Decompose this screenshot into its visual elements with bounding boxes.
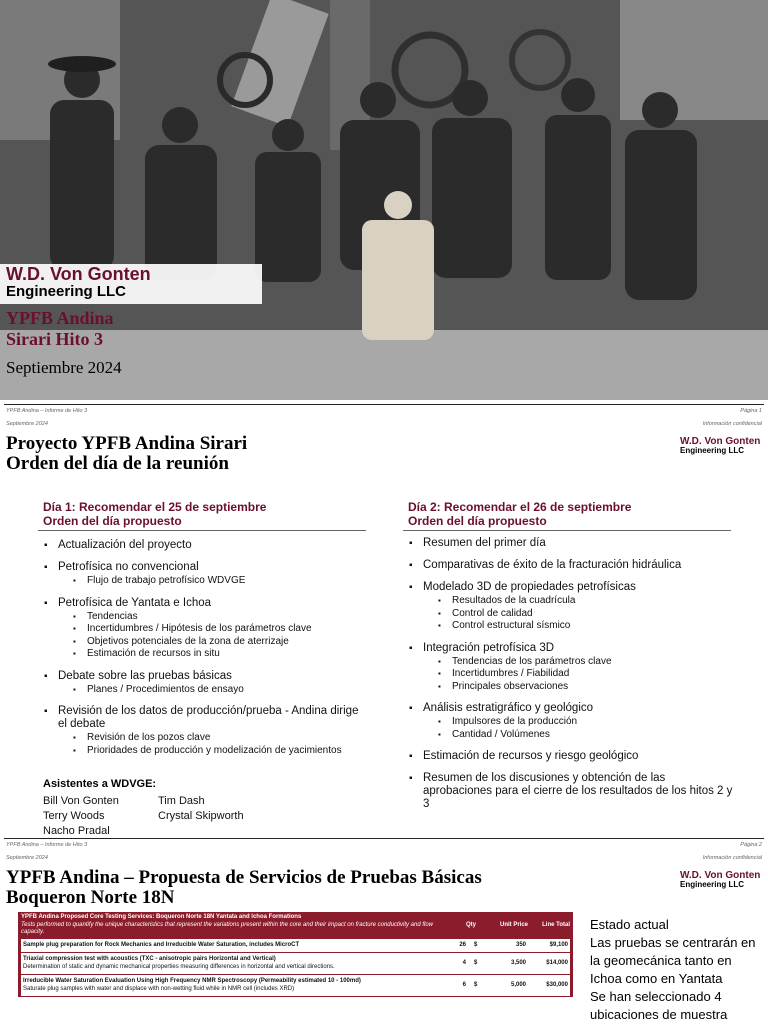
row-unit-value: 350: [515, 941, 526, 948]
day2-agenda-list: [408, 537, 733, 820]
status-line: Las pruebas se centrarán en la geomecánica tanto en Ichoa como en Yantata: [590, 935, 756, 986]
confidential-label: Información confidencial: [702, 421, 762, 427]
agenda-subitem: ▪ Incertidumbres / Fiabilidad: [423, 668, 733, 681]
row-unit-price: [466, 942, 526, 950]
row-test-desc: Saturate plug samples with water and displace with non-wetting fluid while in NMR cell (includes XRD): [23, 985, 295, 992]
col-unit-header: Unit Price: [499, 921, 528, 928]
row-qty: 4: [462, 959, 466, 966]
confidential-label: Información confidencial: [702, 855, 762, 861]
day1-heading-line1: Día 1: Recomendar el 25 de septiembre: [43, 500, 267, 514]
slide-title-line1: Proyecto YPFB Andina Sirari: [6, 433, 248, 454]
agenda-item: [43, 561, 363, 588]
cover-date: Septiembre 2024: [6, 358, 122, 377]
agenda-item: [43, 539, 363, 552]
slide-title-line2: Orden del día de la reunión: [6, 453, 229, 474]
row-unit-price: [466, 960, 526, 968]
agenda-item: [408, 537, 733, 550]
footer-doc-label: YPFB Andina – Informe de Hito 3: [6, 408, 88, 414]
attendee: Tim Dash: [158, 795, 205, 807]
row-description-cell: [23, 942, 436, 950]
row-description-cell: [23, 978, 436, 993]
cover-title: [6, 308, 114, 350]
row-test-desc: Determination of static and dynamic mechanical properties measuring differences in horizontal and vertical directions.: [23, 963, 335, 970]
day1-heading: [43, 500, 266, 528]
agenda-subitem: ▪ Tendencias de los parámetros clave: [423, 656, 733, 669]
logo-sub: Engineering LLC: [680, 880, 744, 889]
agenda-subitems: [58, 732, 363, 757]
day2-heading: [408, 500, 631, 528]
agenda-subitem: ▪ Tendencias: [58, 611, 363, 624]
row-qty: 26: [459, 941, 466, 948]
row-test-name: Irreducible Water Saturation Evaluation Using High Frequency NMR Spectroscopy (Permeability estimated 10 - 100md): [23, 978, 361, 984]
attendee: Crystal Skipworth: [158, 810, 244, 822]
row-currency: $: [474, 941, 478, 948]
logo-name: W.D. Von Gonten: [680, 436, 761, 447]
company-sub: Engineering LLC: [6, 283, 126, 300]
agenda-subitem: ▪ Impulsores de la producción: [423, 716, 733, 729]
table-row: [21, 953, 570, 974]
agenda-item: [408, 642, 733, 694]
slide-title-line2: Boqueron Norte 18N: [6, 887, 175, 908]
attendees-col2: [158, 794, 244, 824]
agenda-subitem: ▪ Estimación de recursos in situ: [58, 648, 363, 661]
agenda-subitems: [58, 611, 363, 661]
cover-slide: [0, 0, 768, 400]
page-number: Página 2: [740, 842, 762, 848]
slide-title: [6, 868, 482, 908]
day2-rule: [403, 530, 731, 531]
logo-name: W.D. Von Gonten: [680, 870, 761, 881]
agenda-subitem: ▪ Resultados de la cuadrícula: [423, 595, 733, 608]
attendee: Nacho Pradal: [43, 825, 110, 837]
agenda-subitems: [423, 716, 733, 741]
row-test-name: Sample plug preparation for Rock Mechanics and Irreducible Water Saturation, includes MicroCT: [23, 941, 300, 948]
agenda-subitem: ▪ Planes / Procedimientos de ensayo: [58, 684, 363, 697]
agenda-item-label: Comparativas de éxito de la fracturación hidráulica: [423, 559, 682, 571]
day1-rule: [38, 530, 366, 531]
day2-heading-line1: Día 2: Recomendar el 26 de septiembre: [408, 500, 632, 514]
row-unit-value: 5,000: [510, 981, 526, 988]
agenda-subitems: [58, 575, 363, 588]
cover-title-line1: YPFB Andina: [6, 308, 114, 328]
row-test-name: Triaxial compression test with acoustics (TXC - anisotropic pairs Horizontal and Vertical): [23, 956, 276, 962]
agenda-item: [408, 559, 733, 572]
row-unit-price: [466, 982, 526, 990]
table-title: YPFB Andina Proposed Core Testing Services: Boqueron Norte 18N Yantata and Ichoa Formations: [21, 914, 302, 920]
agenda-item-label: Análisis estratigráfico y geológico: [423, 702, 594, 714]
logo-sub: Engineering LLC: [680, 446, 744, 455]
agenda-subitem: ▪ Cantidad / Volúmenes: [423, 729, 733, 742]
agenda-item-label: Revisión de los datos de producción/prueba - Andina dirige el debate: [58, 705, 359, 730]
header-rule: [4, 404, 764, 405]
table-row: [21, 975, 570, 996]
agenda-item-label: Petrofísica no convencional: [58, 561, 199, 573]
agenda-subitem: ▪ Incertidumbres / Hipótesis de los parámetros clave: [58, 623, 363, 636]
company-name: W.D. Von Gonten: [6, 264, 151, 284]
cover-photo: [0, 0, 768, 400]
table-header: [18, 912, 573, 939]
services-table: [18, 912, 573, 997]
footer-doc-label: YPFB Andina – Informe de Hito 3: [6, 842, 88, 848]
agenda-item-label: Modelado 3D de propiedades petrofísicas: [423, 581, 636, 593]
row-qty: 6: [462, 981, 466, 988]
attendee: Bill Von Gonten: [43, 795, 119, 807]
footer-date-label: Septiembre 2024: [6, 855, 48, 861]
agenda-item-label: Actualización del proyecto: [58, 539, 192, 551]
services-slide: [0, 838, 768, 1024]
slide-title: [6, 434, 247, 474]
cover-title-line2: Sirari Hito 3: [6, 329, 103, 349]
row-line-total: $30,000: [546, 981, 568, 988]
agenda-subitem: ▪ Prioridades de producción y modelización de yacimientos: [58, 745, 363, 758]
attendees-col1: [43, 794, 119, 839]
agenda-item-label: Integración petrofísica 3D: [423, 641, 555, 654]
row-line-total: $14,000: [546, 959, 568, 966]
attendees-heading: Asistentes a WDVGE:: [43, 778, 157, 790]
agenda-item: [43, 705, 363, 757]
status-heading: Estado actual: [590, 917, 669, 932]
agenda-subitem: ▪ Principales observaciones: [423, 681, 733, 694]
row-unit-value: 3,500: [510, 959, 526, 966]
day2-heading-line2: Orden del día propuesto: [408, 514, 547, 528]
agenda-item-label: Estimación de recursos y riesgo geológico: [423, 750, 639, 762]
agenda-item: [408, 772, 733, 811]
agenda-subitem: ▪ Revisión de los pozos clave: [58, 732, 363, 745]
agenda-item-label: Resumen de los discusiones y obtención de las aprobaciones para el cierre de los resultados de los hitos 2 y 3: [423, 772, 733, 810]
page-number: Página 1: [740, 408, 762, 414]
agenda-subitem: ▪ Flujo de trabajo petrofísico WDVGE: [58, 575, 363, 588]
header-rule: [4, 838, 764, 839]
agenda-subitems: [423, 656, 733, 694]
agenda-slide: [0, 400, 768, 838]
agenda-item: [408, 581, 733, 633]
table-row: [21, 939, 570, 953]
agenda-item-label: Debate sobre las pruebas básicas: [58, 669, 232, 682]
agenda-item: [43, 670, 363, 697]
table-body: [18, 939, 573, 997]
day1-heading-line2: Orden del día propuesto: [43, 514, 182, 528]
footer-date-label: Septiembre 2024: [6, 421, 48, 427]
agenda-subitems: [423, 595, 733, 633]
slide-title-line1: YPFB Andina – Propuesta de Servicios de Pruebas Básicas: [6, 867, 482, 888]
col-qty-header: Qty: [465, 921, 476, 928]
status-notes: [590, 916, 766, 1024]
attendee: Terry Woods: [43, 810, 105, 822]
day1-agenda-list: [43, 539, 363, 766]
agenda-item: [408, 702, 733, 741]
agenda-item: [408, 750, 733, 763]
agenda-item-label: Petrofísica de Yantata e Ichoa: [58, 596, 212, 609]
agenda-subitems: [58, 684, 363, 697]
row-description-cell: [23, 956, 436, 971]
row-currency: $: [474, 959, 478, 966]
table-description: Tests performed to quantify the unique characteristics that represent the variations present within the core and their impact on fracture conductivity and flow capacity.: [21, 921, 433, 935]
col-total-header: Line Total: [542, 921, 570, 928]
agenda-subitem: ▪ Control estructural sísmico: [423, 620, 733, 633]
status-line: Se han seleccionado 4 ubicaciones de muestra: [590, 989, 728, 1022]
agenda-item: [43, 597, 363, 661]
agenda-item-label: Resumen del primer día: [423, 537, 546, 549]
row-line-total: $9,100: [549, 941, 568, 948]
row-currency: $: [474, 981, 478, 988]
agenda-subitem: ▪ Objetivos potenciales de la zona de aterrizaje: [58, 636, 363, 649]
agenda-subitem: ▪ Control de calidad: [423, 608, 733, 621]
